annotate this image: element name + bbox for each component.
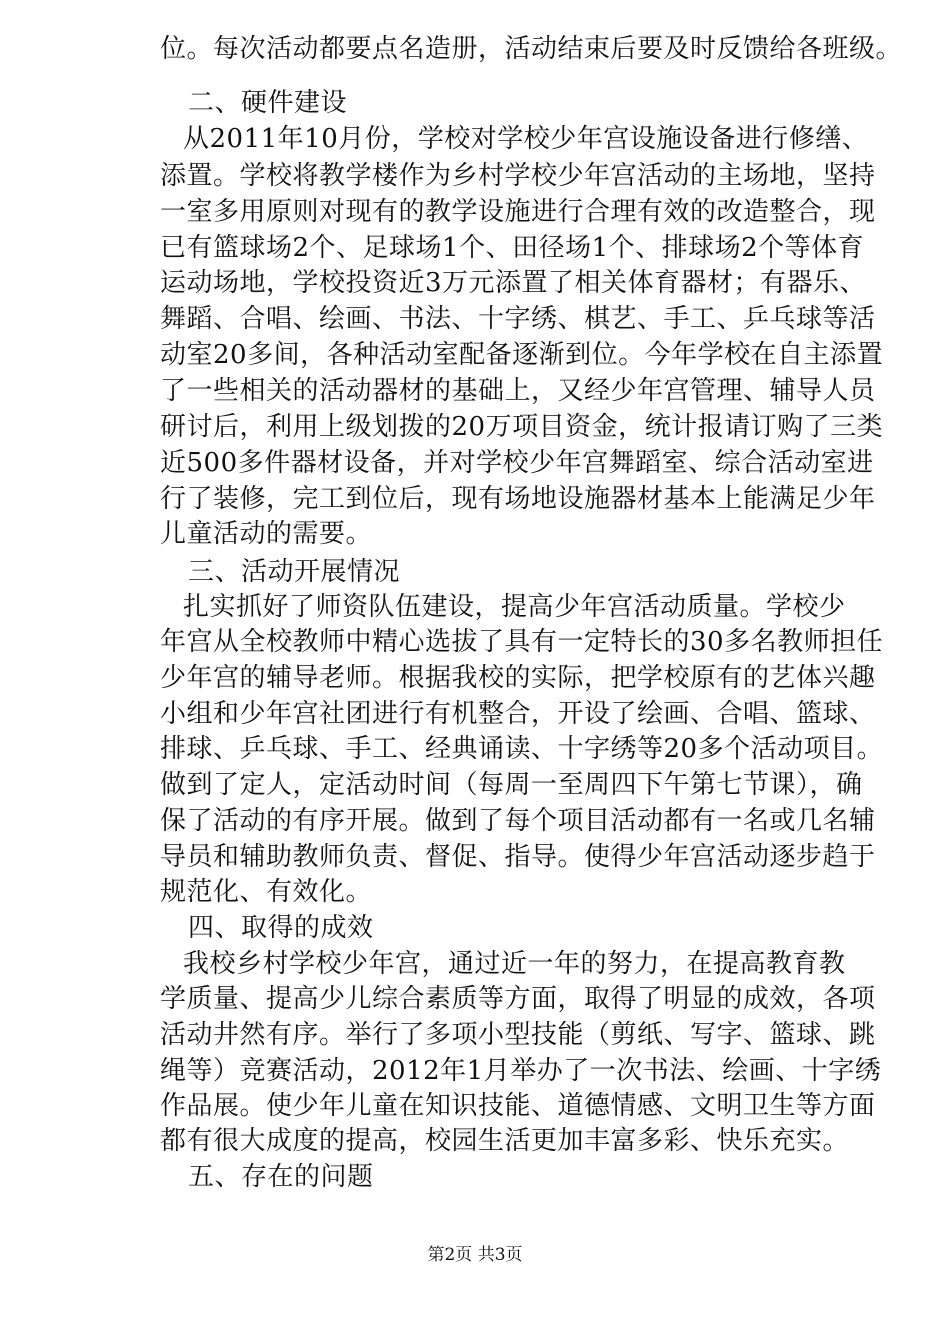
text-line: 作品展。使少年儿童在知识技能、道德情感、文明卫生等方面 xyxy=(160,1091,876,1121)
text-line: 绳等）竞赛活动，2012年1月举办了一次书法、绘画、十字绣 xyxy=(160,1056,882,1086)
text-line: 近500多件器材设备，并对学校少年宫舞蹈室、综合活动室进 xyxy=(160,448,874,478)
text-line: 了一些相关的活动器材的基础上，又经少年宫管理、辅导人员 xyxy=(160,376,876,406)
text-line: 学质量、提高少儿综合素质等方面，取得了明显的成效，各项 xyxy=(160,984,876,1014)
text-line: 做到了定人，定活动时间（每周一至周四下午第七节课），确 xyxy=(160,770,863,800)
text-line: 保了活动的有序开展。做到了每个项目活动都有一名或几名辅 xyxy=(160,806,876,836)
text-line: 年宫从全校教师中精心选拔了具有一定特长的30多名教师担任 xyxy=(160,627,884,657)
page-footer: 第2页 共3页 xyxy=(427,1245,523,1265)
text-line: 五、存在的问题 xyxy=(188,1162,374,1192)
text-line: 四、取得的成效 xyxy=(188,913,374,943)
text-line: 添置。学校将教学楼作为乡村学校少年宫活动的主场地，坚持 xyxy=(160,161,876,191)
text-line: 导员和辅助教师负责、督促、指导。使得少年宫活动逐步趋于 xyxy=(160,842,876,872)
text-line: 运动场地，学校投资近3万元添置了相关体育器材；有器乐、 xyxy=(160,268,867,298)
text-line: 少年宫的辅导老师。根据我校的实际，把学校原有的艺体兴趣 xyxy=(160,663,876,693)
text-line: 小组和少年宫社团进行有机整合，开设了绘画、合唱、篮球、 xyxy=(160,699,876,729)
text-line: 位。每次活动都要点名造册，活动结束后要及时反馈给各班级。 xyxy=(160,34,903,64)
text-line: 我校乡村学校少年宫，通过近一年的努力，在提高教育教 xyxy=(183,949,846,979)
text-line: 规范化、有效化。 xyxy=(160,877,373,907)
text-line: 儿童活动的需要。 xyxy=(160,519,373,549)
text-line: 研讨后，利用上级划拨的20万项目资金，统计报请订购了三类 xyxy=(160,412,884,442)
text-line: 从2011年10月份，学校对学校少年宫设施设备进行修缮、 xyxy=(183,124,869,154)
text-line: 都有很大成度的提高，校园生活更加丰富多彩、快乐充实。 xyxy=(160,1126,850,1156)
text-line: 二、硬件建设 xyxy=(188,88,348,118)
text-line: 舞蹈、合唱、绘画、书法、十字绣、棋艺、手工、乒乓球等活 xyxy=(160,304,876,334)
text-line: 三、活动开展情况 xyxy=(188,557,401,587)
text-line: 排球、乒乓球、手工、经典诵读、十字绣等20多个活动项目。 xyxy=(160,734,884,764)
text-line: 活动井然有序。举行了多项小型技能（剪纸、写字、篮球、跳 xyxy=(160,1020,876,1050)
text-line: 动室20多间，各种活动室配备逐渐到位。今年学校在自主添置 xyxy=(160,340,884,370)
text-line: 已有篮球场2个、足球场1个、田径场1个、排球场2个等体育 xyxy=(160,233,865,263)
text-line: 一室多用原则对现有的教学设施进行合理有效的改造整合，现 xyxy=(160,197,876,227)
text-line: 行了装修，完工到位后，现有场地设施器材基本上能满足少年 xyxy=(160,484,876,514)
text-line: 扎实抓好了师资队伍建设，提高少年宫活动质量。学校少 xyxy=(183,592,846,622)
